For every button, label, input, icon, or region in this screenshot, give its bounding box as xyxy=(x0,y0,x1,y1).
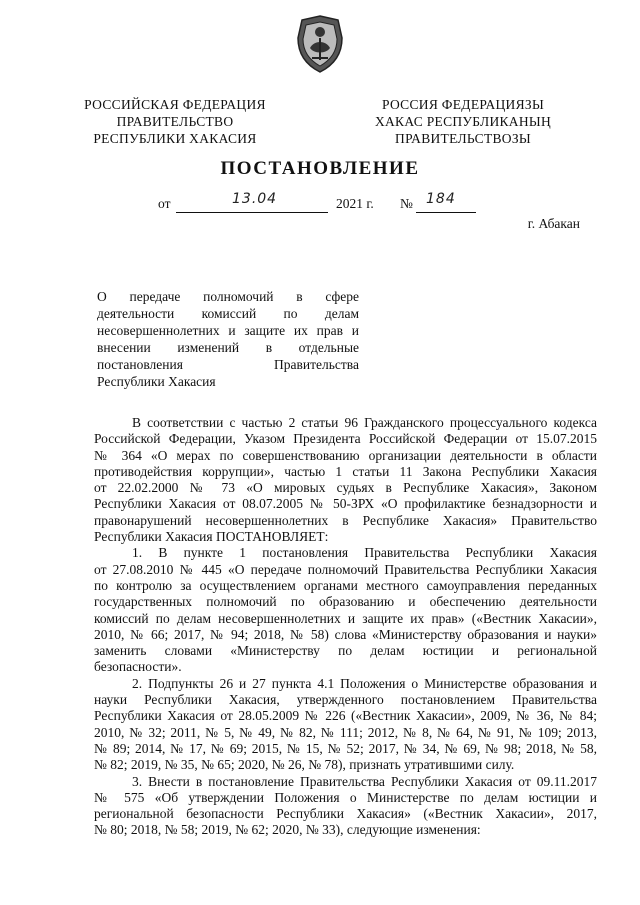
header-right-line: ХАКАС РЕСПУБЛИКАНЫҢ xyxy=(374,114,552,129)
document-body xyxy=(94,415,597,839)
subject-line: деятельности комиссий по делам xyxy=(97,306,359,321)
body-line: Российской Федерации, Указом Президента Российской Федерации от 15.07.2015 xyxy=(94,431,597,447)
header-right-line: РОССИЯ ФЕДЕРАЦИЯЗЫ xyxy=(381,97,545,112)
body-line: от 27.08.2010 № 445 «О передаче полномочий Правительства Республики Хакасия xyxy=(94,561,597,577)
number-value: 184 xyxy=(426,191,456,207)
header-left-line: РОССИЙСКАЯ ФЕДЕРАЦИЯ xyxy=(84,97,266,112)
subject-line: Республики Хакасия xyxy=(97,374,216,389)
coat-of-arms-icon xyxy=(294,14,346,74)
body-line: № 89; 2014, № 17, № 69; 2015, № 15, № 52; 2017, № 34, № 69, № 98; 2018, № 58, xyxy=(94,740,597,756)
body-line: противодействия коррупции», частью 1 статьи 11 Закона Республики Хакасия xyxy=(94,463,597,479)
body-line: Республики Хакасия от 08.07.2005 № 50-ЗРХ «О профилактике безнадзорности и xyxy=(94,496,597,512)
body-line: № 575 «Об утверждении Положения о Министерстве по делам юстиции и xyxy=(94,789,597,805)
subject-block xyxy=(97,288,359,390)
header-right-line: ПРАВИТЕЛЬСТВОЗЫ xyxy=(395,131,531,146)
body-line: заменить словами «Министерству по делам юстиции и региональной xyxy=(94,643,597,659)
date-value: 13.04 xyxy=(232,191,278,207)
header-left-line: ПРАВИТЕЛЬСТВО xyxy=(116,114,234,129)
subject-line: внесении изменений в отдельные xyxy=(97,340,359,355)
header-left-line: РЕСПУБЛИКИ ХАКАСИЯ xyxy=(93,131,257,146)
body-line: региональной безопасности Республики Хакасия» («Вестник Хакасии», 2017, xyxy=(94,806,597,822)
number-label: № xyxy=(400,196,413,211)
header-right xyxy=(348,96,578,147)
body-line: 2010, № 32; 2011, № 5, № 49, № 82, № 111; 2012, № 8, № 64, № 91, № 109; 2013, xyxy=(94,724,597,740)
body-line: 1. В пункте 1 постановления Правительства Республики Хакасия xyxy=(132,545,597,561)
body-line: по контролю за осуществлением органами местного самоуправления переданных xyxy=(94,577,597,593)
city: г. Абакан xyxy=(527,216,580,231)
body-line: от 22.02.2000 № 73 «О мировых судьях в Республике Хакасия», Законом xyxy=(94,480,597,496)
subject-line: несовершеннолетних и защите их прав и xyxy=(97,323,359,338)
body-line: В соответствии с частью 2 статьи 96 Гражданского процессуального кодекса xyxy=(132,415,597,430)
body-line: № 364 «О мерах по совершенствованию организации деятельности в области xyxy=(94,447,597,463)
body-line: 2. Подпункты 26 и 27 пункта 4.1 Положения о Министерстве образования и xyxy=(132,675,597,691)
body-line: № 80; 2018, № 58; 2019, № 62; 2020, № 33), следующие изменения: xyxy=(94,822,481,838)
subject-line: постановления Правительства xyxy=(97,357,359,372)
subject-line: О передаче полномочий в сфере xyxy=(97,289,359,304)
body-line: безопасности». xyxy=(94,659,182,675)
year-label: 2021 г. xyxy=(336,196,374,211)
body-line: 2010, № 66; 2017, № 94; 2018, № 58) слова «Министерству образования и науки» xyxy=(94,626,597,642)
body-line: Республики Хакасия от 28.05.2009 № 226 («Вестник Хакасии», 2009, № 36, № 84; xyxy=(94,708,597,724)
body-line: комиссий по делам несовершеннолетних и защите их прав» («Вестник Хакасии», xyxy=(94,610,597,626)
body-line: государственных полномочий по образованию и обеспечению деятельности xyxy=(94,594,597,610)
body-line: № 82; 2019, № 35, № 65; 2020, № 26, № 78), признать утратившими силу. xyxy=(94,757,515,773)
document-title: ПОСТАНОВЛЕНИЕ xyxy=(220,158,420,179)
body-line: Республики Хакасия ПОСТАНОВЛЯЕТ: xyxy=(94,529,329,545)
body-line: науки Республики Хакасия, утвержденного постановлением Правительства xyxy=(94,692,597,708)
body-line: 3. Внести в постановление Правительства Республики Хакасия от 09.11.2017 xyxy=(132,773,597,789)
header-left xyxy=(60,96,290,147)
body-line: правонарушений несовершеннолетних в Республике Хакасия» Правительство xyxy=(94,512,597,528)
date-from-label: от xyxy=(158,196,171,211)
